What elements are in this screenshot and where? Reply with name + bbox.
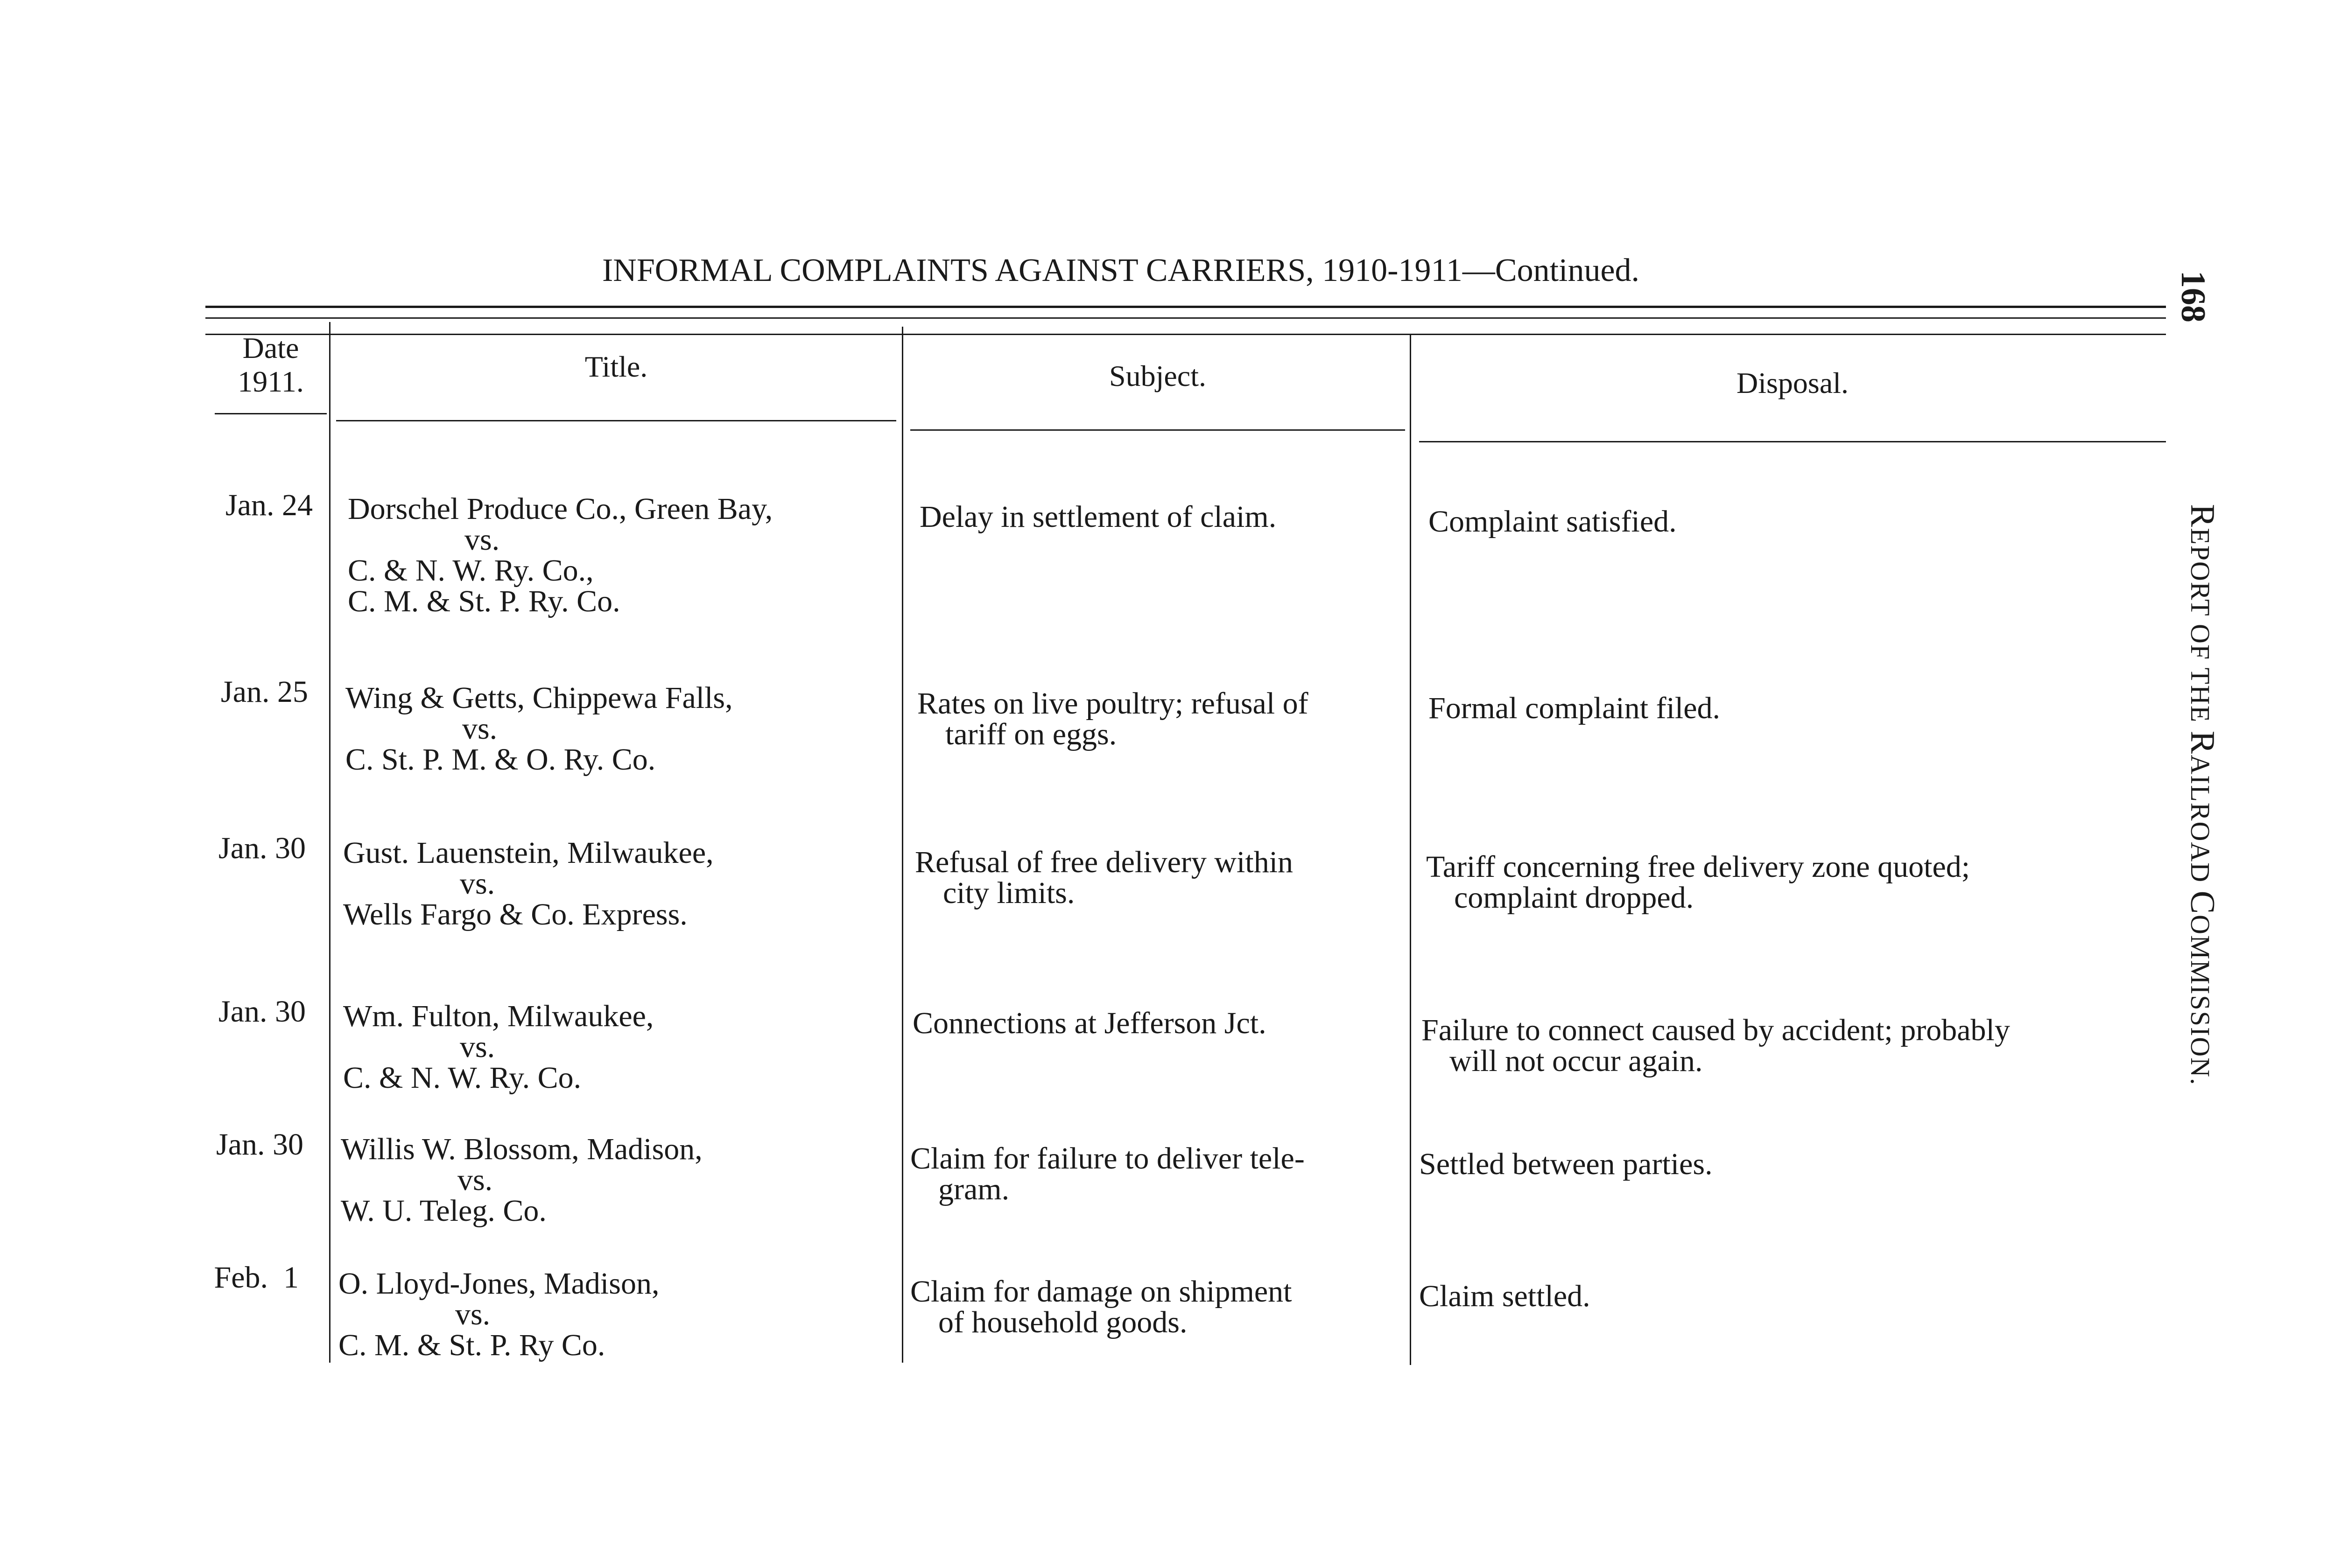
header-under-title (336, 420, 896, 421)
running-head (2182, 504, 2222, 1086)
row-title (343, 838, 714, 930)
title-rule-bottom (205, 317, 2166, 319)
row-subject-line2: of household goods. (938, 1305, 1188, 1339)
page-number: 168 (2174, 271, 2212, 322)
header-under-disposal (1419, 441, 2166, 442)
row-date: Jan. 30 (216, 1127, 303, 1162)
column-divider-date (329, 322, 330, 1363)
header-subject: Subject. (1109, 359, 1206, 392)
row-title-vs: vs. (455, 1297, 491, 1331)
header-rule (205, 334, 2166, 335)
row-title-line2: Wells Fargo & Co. Express. (343, 897, 688, 931)
row-disposal (1419, 1149, 1713, 1180)
row-subject-line2: gram. (938, 1172, 1010, 1206)
row-subject (917, 688, 1308, 750)
row-title-line2: C. & N. W. Ry. Co. (343, 1061, 582, 1095)
row-date: Feb. 1 (214, 1260, 299, 1295)
row-date: Jan. 24 (225, 488, 313, 522)
row-disposal (1419, 1281, 1590, 1312)
header-date (215, 331, 327, 399)
row-date: Jan. 30 (218, 994, 306, 1029)
column-divider-subject (1410, 334, 1411, 1365)
row-disposal (1426, 852, 1970, 913)
row-subject-line1: Refusal of free delivery within (915, 845, 1294, 879)
header-under-subject (910, 429, 1405, 431)
row-disposal-line1: Formal complaint filed. (1428, 691, 1721, 725)
row-subject (910, 1276, 1292, 1338)
running-head-part: C (2183, 890, 2222, 915)
row-disposal-line1: Complaint satisfied. (1428, 504, 1677, 539)
page-title-suffix: —Continued. (1462, 252, 1640, 288)
row-subject-line1: Claim for damage on shipment (910, 1274, 1292, 1309)
header-disposal: Disposal. (1736, 366, 1849, 399)
row-title-line2: C. M. & St. P. Ry Co. (338, 1328, 605, 1362)
row-title-line3: C. M. & St. P. Ry. Co. (348, 584, 620, 618)
row-disposal-line1: Claim settled. (1419, 1279, 1590, 1313)
row-title-vs: vs. (460, 1030, 495, 1064)
row-title-line2: C. & N. W. Ry. Co., (348, 553, 594, 588)
header-under-date (215, 413, 327, 414)
header-date-line1: Date (242, 331, 299, 364)
running-head-part: R (2183, 730, 2222, 755)
header-date-line2: 1911. (238, 365, 304, 398)
row-disposal (1428, 693, 1720, 724)
row-disposal-line1: Tariff concerning free delivery zone quoted; (1426, 850, 1970, 884)
row-disposal-line1: Failure to connect caused by accident; probably (1421, 1013, 2010, 1047)
row-subject-line2: city limits. (943, 876, 1075, 910)
row-title (345, 683, 733, 775)
row-subject (910, 1143, 1305, 1205)
row-title-line1: Wing & Getts, Chippewa Falls, (345, 681, 733, 715)
page-title (602, 252, 1639, 289)
row-disposal-line2: will not occur again. (1449, 1044, 1703, 1078)
row-date: Jan. 30 (218, 831, 306, 865)
page-title-text: INFORMAL COMPLAINTS AGAINST CARRIERS, 1910-1911 (602, 252, 1462, 288)
running-head-part: EPORT OF THE (2185, 528, 2215, 731)
row-title (343, 1001, 654, 1093)
row-title-vs: vs. (460, 867, 495, 901)
row-title-line1: O. Lloyd-Jones, Madison, (338, 1267, 660, 1301)
row-disposal-line2: complaint dropped. (1454, 881, 1694, 915)
row-title-vs: vs. (457, 1163, 493, 1197)
row-title-vs: vs. (462, 712, 498, 746)
row-title-line2: C. St. P. M. & O. Ry. Co. (345, 742, 656, 777)
row-title-line2: W. U. Teleg. Co. (341, 1194, 547, 1228)
running-head-part: OMMISSION. (2185, 915, 2215, 1086)
row-subject (915, 847, 1293, 909)
row-disposal (1428, 506, 1677, 537)
row-subject (920, 502, 1276, 532)
column-divider-title (902, 327, 903, 1363)
row-title-vs: vs. (464, 523, 500, 557)
row-title (341, 1134, 703, 1226)
row-subject (913, 1008, 1266, 1039)
row-disposal (1421, 1015, 2010, 1077)
row-date: Jan. 25 (221, 675, 308, 709)
running-head-part: R (2183, 504, 2222, 528)
row-disposal-line1: Settled between parties. (1419, 1147, 1713, 1181)
row-title-line1: Wm. Fulton, Milwaukee, (343, 999, 654, 1033)
row-subject-line1: Delay in settlement of claim. (920, 500, 1277, 534)
header-title: Title. (584, 350, 648, 383)
row-title-line1: Gust. Lauenstein, Milwaukee, (343, 836, 714, 870)
row-title-line1: Dorschel Produce Co., Green Bay, (348, 492, 773, 526)
row-title-line1: Willis W. Blossom, Madison, (341, 1132, 703, 1166)
row-subject-line1: Connections at Jefferson Jct. (913, 1006, 1266, 1040)
row-title (338, 1268, 659, 1361)
row-title (348, 494, 773, 617)
running-head-part: AILROAD (2185, 755, 2215, 891)
title-rule-top (205, 306, 2166, 308)
row-subject-line1: Rates on live poultry; refusal of (917, 686, 1308, 721)
row-subject-line2: tariff on eggs. (945, 717, 1117, 751)
row-subject-line1: Claim for failure to deliver tele- (910, 1141, 1305, 1176)
